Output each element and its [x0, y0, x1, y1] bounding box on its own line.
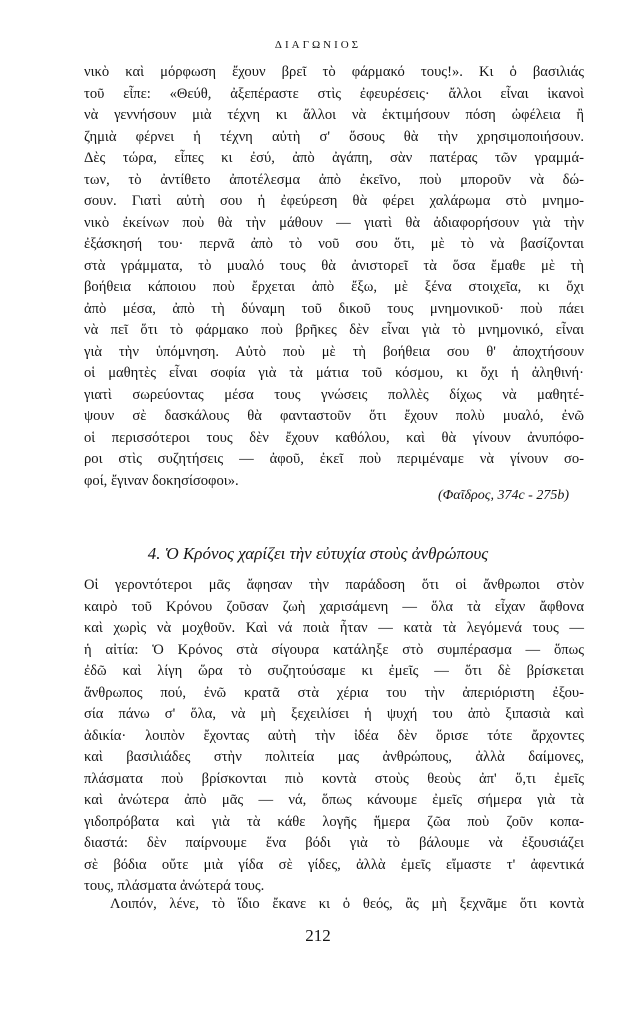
text-line: γιδοπρόβατα καὶ γιὰ τὰ κάθε λογῆς ἥμερα ζῶα ποὺ ζοῦν κοπα-	[84, 813, 584, 830]
paragraph-continuation	[84, 894, 584, 916]
text-line: ἄνθρωπος πού, ἐνῶ κρατᾶ στὰ χέρια του τὴν ἀπεριόριστη ἐξου-	[84, 684, 584, 701]
text-line: ἀπὸ μέσα, ἀπὸ τὴ δύναμη τοῦ δικοῦ τους μνημονικοῦ· ποὺ πάει	[84, 300, 584, 317]
text-line: βοήθεια κάποιου ποὺ ἔρχεται ἀπὸ ἔξω, μὲ ξένα στοιχεῖα, κι ὄχι	[84, 279, 584, 295]
text-line: ἐξάσκησή του· περνᾶ ἀπὸ τὸ νοῦ σου ὅτι, μὲ τὸ νὰ βασίζονται	[84, 236, 584, 252]
text-line: καὶ ἀνώτερα ἀπὸ μᾶς — νά, ὅπως κάνουμε ἐμεῖς σήμερα γιὰ τὰ	[84, 792, 584, 808]
text-line: σουν. Γιατὶ αὐτὴ σου ἡ ἐφεύρεση θὰ φέρει χαλάρωμα στὸ μνημο-	[84, 193, 584, 209]
text-line: γιατὶ σωρεύοντας μέσα τους γνώσεις πολλὲς δίχως νὰ μαθητέ-	[84, 386, 584, 403]
text-line: σὲ βόδια οὔτε μιὰ γίδα σὲ γίδες, ἀλλὰ ἐμεῖς εἴμαστε τ' ἀφεντικά	[84, 856, 584, 873]
text-line: τοῦ εἶπε: «Θεύθ, ἀξεπέραστε στὶς ἐφευρέσεις· ἄλλοι εἶναι ἱκανοὶ	[84, 85, 584, 102]
text-line: ψουν σὲ δασκάλους θὰ φανταστοῦν ὅτι ἔχουν πολὺ μυαλό, ἐνῶ	[84, 408, 584, 424]
text-line: νὰ γεννήσουν μιὰ τέχνη κι ἄλλοι νὰ ἐκτιμήσουν πόση ὠφέλεια ἢ	[84, 107, 584, 123]
text-line: καιρὸ τοῦ Κρόνου ζοῦσαν ζωὴ χαρισάμενη — ὅλα τὰ εἶχαν ἄφθονα	[84, 598, 584, 615]
section-heading: 4. Ὁ Κρόνος χαρίζει τὴν εὐτυχία στοὺς ἀνθρώπους	[147, 544, 489, 563]
text-line: ἡ αἰτία: Ὁ Κρόνος στὰ σίγουρα κατάληξε στὸ συμπέρασμα — ὅπως	[84, 641, 584, 658]
text-line: των, τὸ ἀντίθετο ἀποτέλεσμα ἀπὸ ἐκεῖνο, ποὺ μποροῦν νὰ δώ-	[84, 171, 584, 188]
text-line: ἀδικία· λοιπὸν ἔχοντας αὐτὴ τὴν ἰδέα δὲν ὅρισε τότε ἄρχοντες	[84, 727, 584, 744]
text-line: νικὸ καὶ μόρφωση ἔχουν βρεῖ τὸ φάρμακό τους!». Κι ὁ βασιλιάς	[84, 64, 584, 80]
text-line: ροι στὶς συζητήσεις — ἀφοῦ, ἐκεῖ ποὺ περιμέναμε νὰ γίνουν σο-	[84, 451, 584, 467]
text-line: φοί, ἔγιναν δοκησίσοφοι».	[84, 472, 239, 489]
text-line: οἱ περισσότεροι τους δὲν ἔχουν καθόλου, καὶ θὰ γίνουν ἀνυπόφο-	[84, 429, 584, 446]
text-line: οἱ μαθητὲς εἶναι σοφία γιὰ τὰ μάτια τοῦ κόσμου, κι ὄχι ἡ ἀληθινή·	[84, 365, 584, 381]
text-line: νικὸ ἐκείνων ποὺ θὰ τὴν μάθουν — γιατὶ θὰ ἀδιαφορήσουν γιὰ τὴν	[84, 214, 584, 231]
source-citation: (Φαῖδρος, 374c - 275b)	[437, 488, 569, 503]
text-line: ἐδῶ καὶ λίγη ὥρα τὸ συζητούσαμε κι ἐμεῖς — ὅτι δὲ βρίσκεται	[84, 663, 584, 679]
running-header: ΔΙΑΓΩΝΙΟΣ	[274, 39, 362, 51]
text-line: ζημιὰ φέρνει ἡ τέχνη αὐτὴ σ' ὅσους θὰ τὴν χρησιμοποιήσουν.	[84, 128, 584, 145]
text-line: τους, πλάσματα ἀνώτερά τους.	[84, 878, 265, 894]
text-line: γιὰ τὴν ὑπόμνηση. Αὐτὸ ποὺ μὲ τὴ βοήθεια σου θ' ἀποχτήσουν	[84, 343, 584, 360]
text-line: νὰ πεῖ ὅτι τὸ φάρμακο ποὺ βρῆκες δὲν εἶναι γιὰ τὸ μνημονικό, εἶναι	[84, 322, 584, 338]
text-line: Οἱ γεροντότεροι μᾶς ἄφησαν τὴν παράδοση ὅτι οἱ ἄνθρωποι στὸν	[84, 577, 584, 593]
paragraph-main	[84, 575, 584, 898]
text-line: διαστά: δὲν παίρνουμε ἕνα βόδι γιὰ τὸ βάλουμε νὰ ἐξουσιάζει	[84, 835, 584, 851]
text-line: Λοιπόν, λένε, τὸ ἴδιο ἔκανε κι ὁ θεός, ἂς μὴ ξεχνᾶμε ὅτι κοντὰ	[110, 896, 584, 912]
paragraph-quote	[84, 62, 584, 492]
text-line: στὰ γράμματα, τὸ μυαλό τους θὰ ἀνιστορεῖ τὰ ὅσα ἔμαθε μὲ τὴ	[84, 257, 584, 274]
text-line: πλάσματα ποὺ βρίσκονται πιὸ κοντὰ στοὺς θεοὺς ἀπ' ὅ,τι ἐμεῖς	[84, 770, 584, 787]
text-line: σία πάνω σ' ὅλα, νὰ μὴ ξεχειλίσει ἡ ψυχή του ἀπὸ ξιπασιὰ καὶ	[84, 706, 584, 722]
text-line: καὶ βασιλιάδες στὴν πολιτεία μας ἀνθρώπους, ἀλλὰ δαίμονες,	[84, 749, 584, 765]
text-line: καὶ χωρὶς νὰ μοχθοῦν. Καὶ νά ποιὰ ἦταν — κατὰ τὰ λεγόμενά τους —	[84, 620, 584, 636]
page-number: 212	[305, 926, 331, 945]
text-line: Δὲς τώρα, εἶπες κι ἐσύ, ἀπὸ ἀγάπη, σὰν πατέρας τῶν γραμμά-	[84, 150, 584, 166]
